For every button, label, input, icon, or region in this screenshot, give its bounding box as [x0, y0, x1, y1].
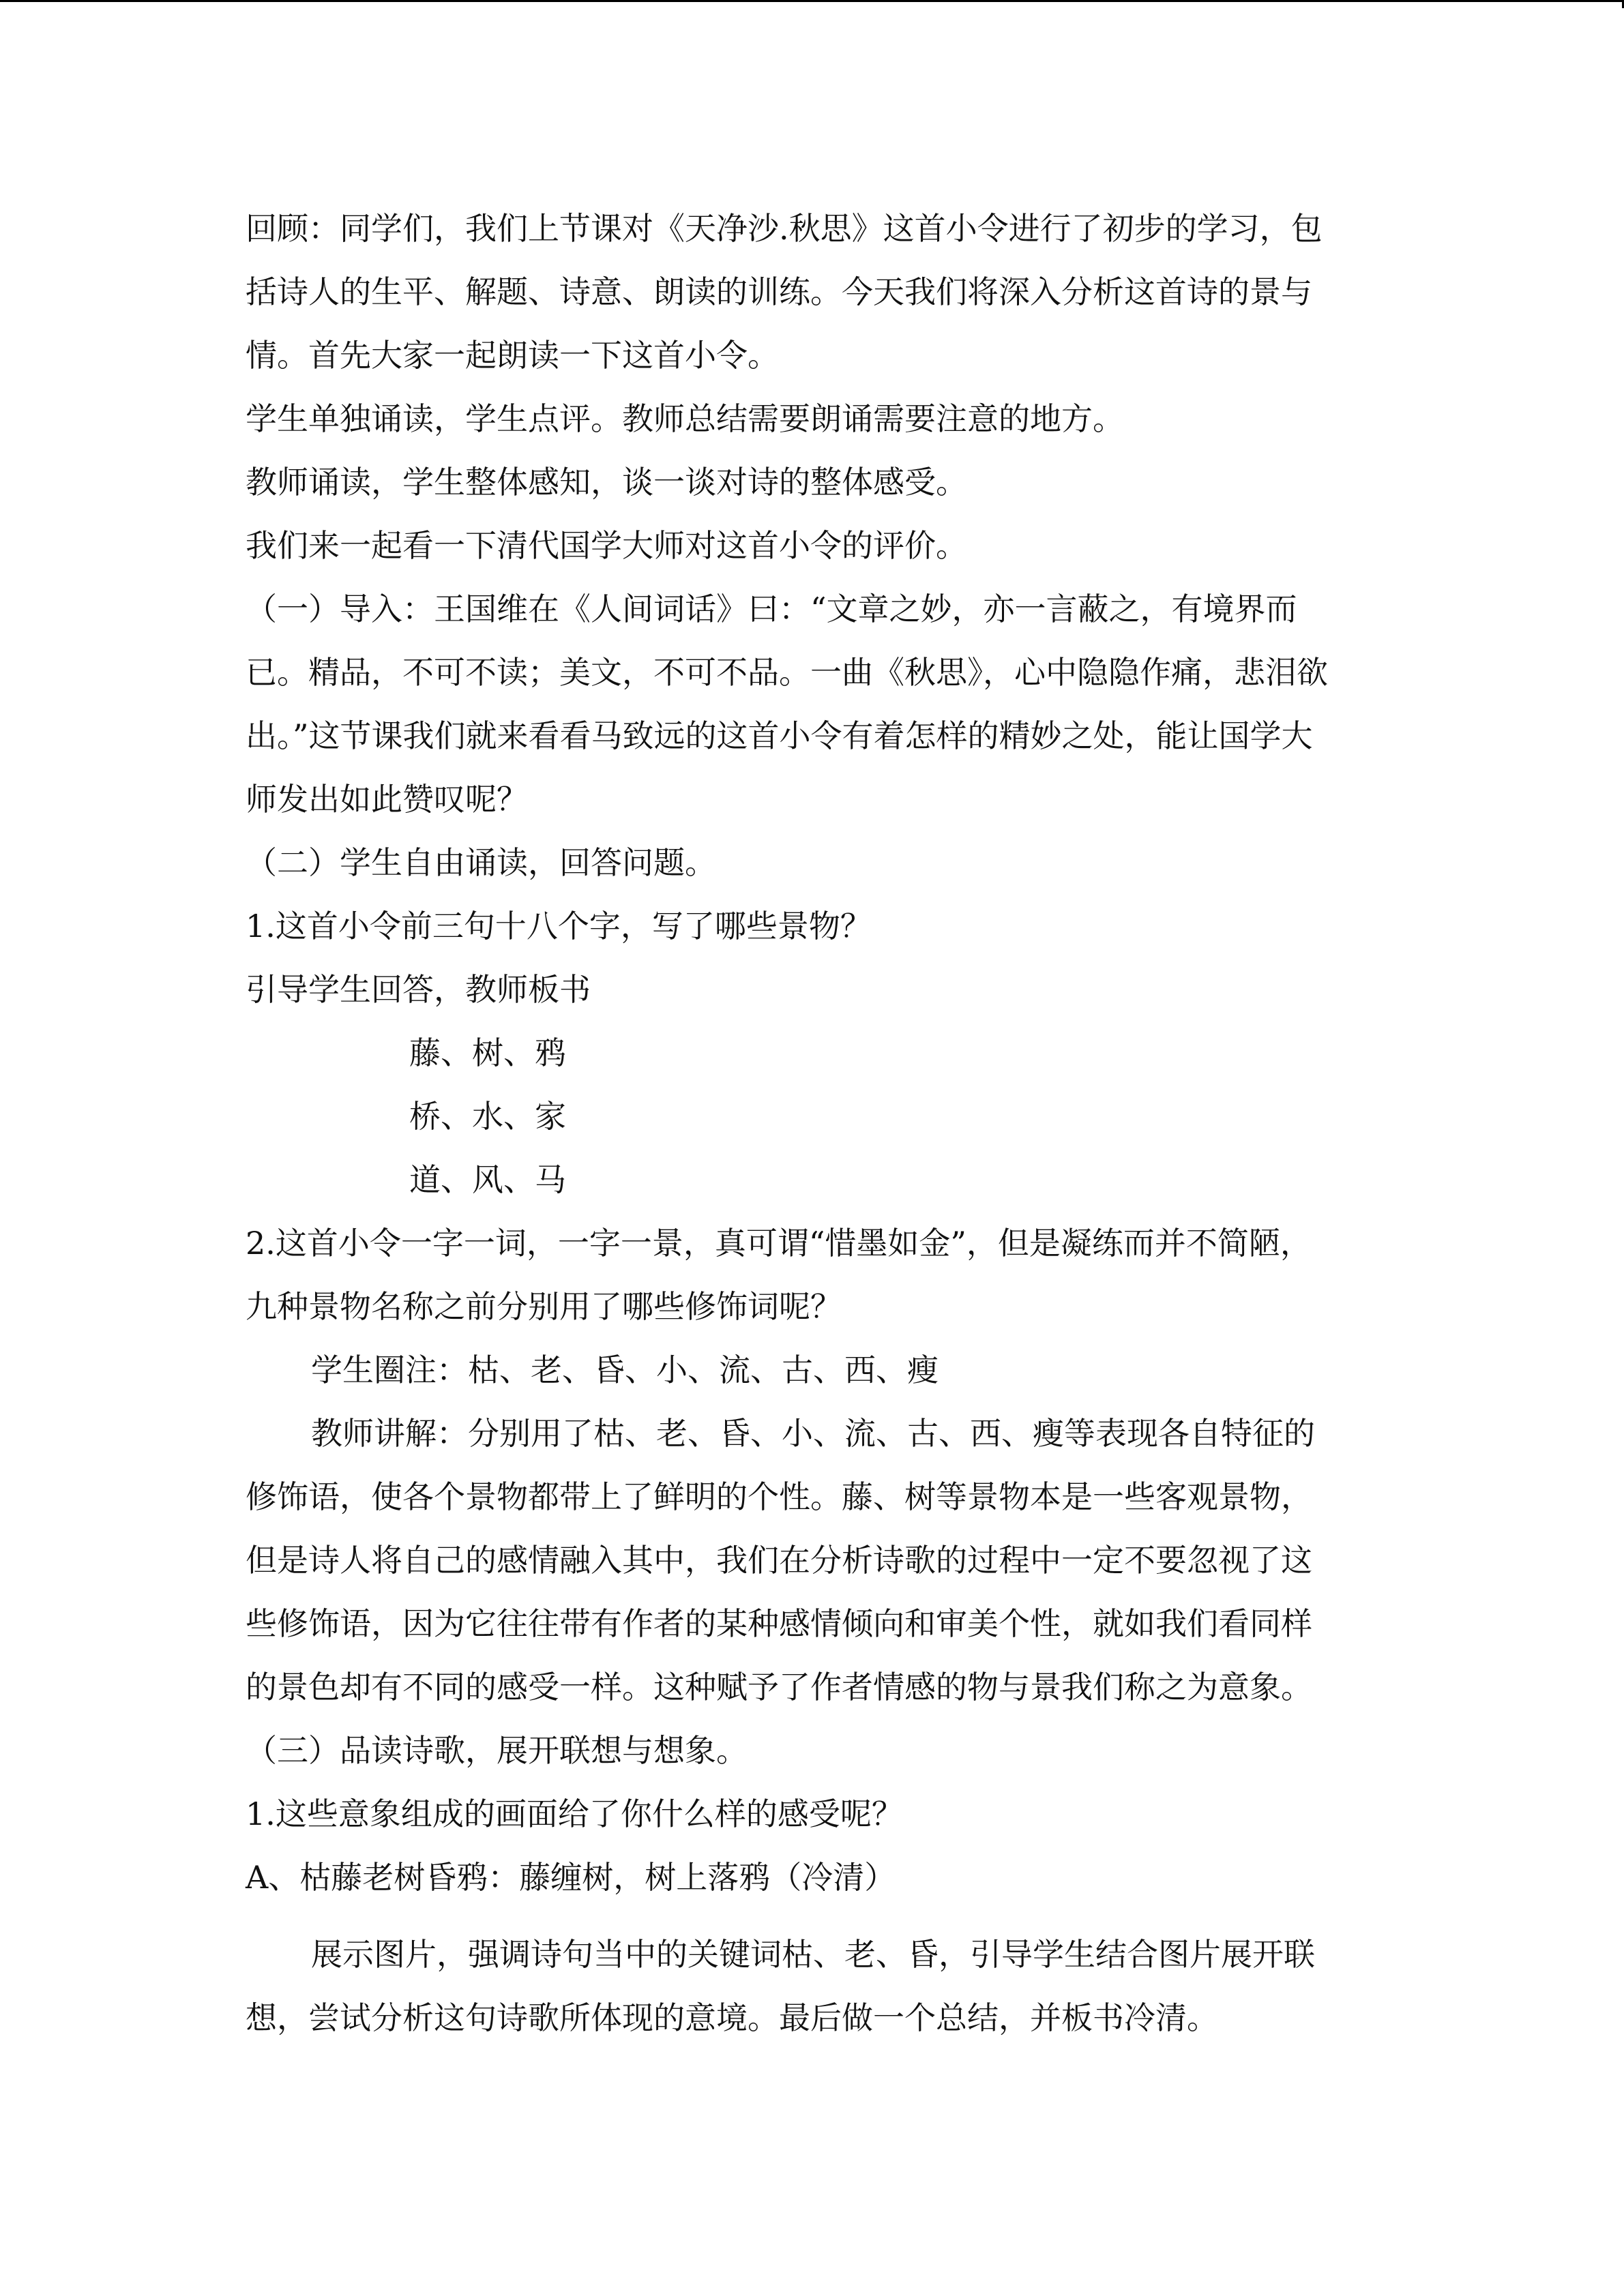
- teacher-explanation-1: 教师讲解：分别用了枯、老、昏、小、流、古、西、瘦等表现各自特征的: [311, 1415, 1315, 1452]
- section-heading-free-reading: （二）学生自由诵读，回答问题。: [246, 844, 716, 881]
- question-1: 1.这首小令前三句十八个字，写了哪些景物？: [246, 908, 872, 944]
- text-line-intro-3: 出。”这节课我们就来看看马致远的这首小令有着怎样的精妙之处，能让国学大: [246, 717, 1313, 754]
- text-line-student-recite: 学生单独诵读，学生点评。教师总结需要朗诵需要注意的地方。: [246, 400, 1124, 437]
- text-line-review-3: 情。首先大家一起朗读一下这首小令。: [246, 337, 779, 374]
- text-line-show-picture-1: 展示图片，强调诗句当中的关键词枯、老、昏，引导学生结合图片展开联: [311, 1936, 1315, 1973]
- student-annotation: 学生圈注：枯、老、昏、小、流、古、西、瘦: [311, 1352, 939, 1388]
- text-line-intro-2: 已。精品，不可不读；美文，不可不品。一曲《秋思》，心中隐隐作痛，悲泪欲: [246, 654, 1328, 691]
- text-line-show-picture-2: 想，尝试分析这句诗歌所体现的意境。最后做一个总结，并板书冷清。: [246, 1999, 1218, 2036]
- teacher-explanation-3: 但是诗人将自己的感情融入其中，我们在分析诗歌的过程中一定不要忽视了这: [246, 1542, 1312, 1579]
- board-item-2: 桥、水、家: [409, 1098, 566, 1135]
- item-a: A、枯藤老树昏鸦：藤缠树，树上落鸦（冷清）: [246, 1859, 896, 1896]
- top-border-line: [0, 0, 1624, 2]
- text-line-guide: 引导学生回答，教师板书: [246, 971, 591, 1008]
- text-line-teacher-recite: 教师诵读，学生整体感知，谈一谈对诗的整体感受。: [246, 464, 967, 501]
- board-item-3: 道、风、马: [409, 1161, 566, 1198]
- question-3: 1.这些意象组成的画面给了你什么样的感受呢？: [246, 1795, 903, 1832]
- section-heading-appreciation: （三）品读诗歌，展开联想与想象。: [246, 1732, 748, 1769]
- question-2-cont: 九种景物名称之前分别用了哪些修饰词呢？: [246, 1288, 842, 1325]
- teacher-explanation-5: 的景色却有不同的感受一样。这种赋予了作者情感的物与景我们称之为意象。: [246, 1669, 1312, 1705]
- text-line-review-2: 括诗人的生平、解题、诗意、朗读的训练。今天我们将深入分析这首诗的景与: [246, 273, 1312, 310]
- teacher-explanation-2: 修饰语，使各个景物都带上了鲜明的个性。藤、树等景物本是一些客观景物，: [246, 1478, 1312, 1515]
- board-item-1: 藤、树、鸦: [409, 1034, 566, 1071]
- section-heading-intro: （一）导入：王国维在《人间词话》曰：“文章之妙，亦一言蔽之，有境界而: [246, 591, 1297, 627]
- question-2: 2.这首小令一字一词，一字一景，真可谓“惜墨如金”，但是凝练而并不简陋，: [246, 1225, 1312, 1262]
- teacher-explanation-4: 些修饰语，因为它往往带有作者的某种感情倾向和审美个性，就如我们看同样: [246, 1605, 1312, 1642]
- text-line-evaluation: 我们来一起看一下清代国学大师对这首小令的评价。: [246, 527, 967, 564]
- text-line-review-1: 回顾：同学们，我们上节课对《天净沙.秋思》这首小令进行了初步的学习，包: [246, 210, 1323, 247]
- text-line-intro-4: 师发出如此赞叹呢？: [246, 781, 528, 818]
